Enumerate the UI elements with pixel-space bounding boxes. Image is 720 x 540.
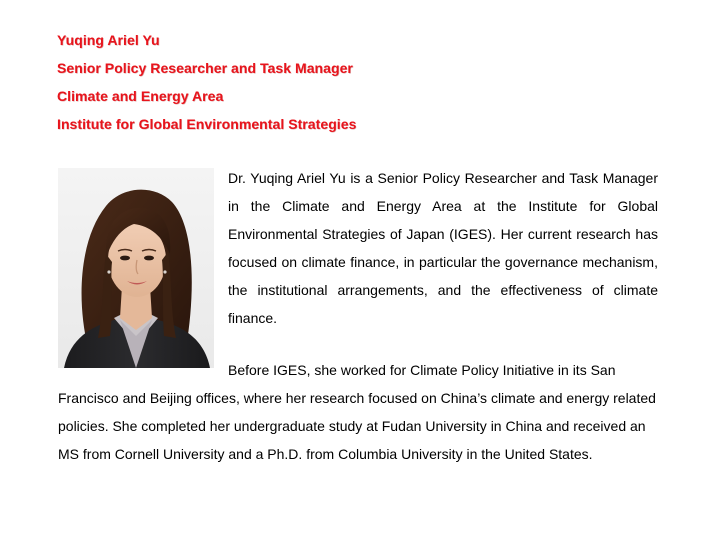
institute-name: Institute for Global Environmental Strategies <box>57 116 357 132</box>
department-area: Climate and Energy Area <box>57 88 224 104</box>
job-title: Senior Policy Researcher and Task Manager <box>57 60 353 76</box>
portrait-photo <box>58 168 214 368</box>
bio-paragraph-1: Dr. Yuqing Ariel Yu is a Senior Policy Researcher and Task Manager in the Climate and Energy Area at the Institute for Global Environmental Strategies of Japan (IGES). Her current research has focused on climate finance, in particular the governance mechanism, the institutional arrangements, and the effectiveness of climate finance. <box>228 170 658 326</box>
person-name: Yuqing Ariel Yu <box>57 32 160 48</box>
bio-paragraph-2: Before IGES, she worked for Climate Policy Initiative in its San Francisco and Beijing offices, where her research focused on China’s climate and energy related policies. She completed her undergraduate study at Fudan University in China and received an MS from Cornell University and a Ph.D. from Columbia University in the United States. <box>58 362 656 462</box>
